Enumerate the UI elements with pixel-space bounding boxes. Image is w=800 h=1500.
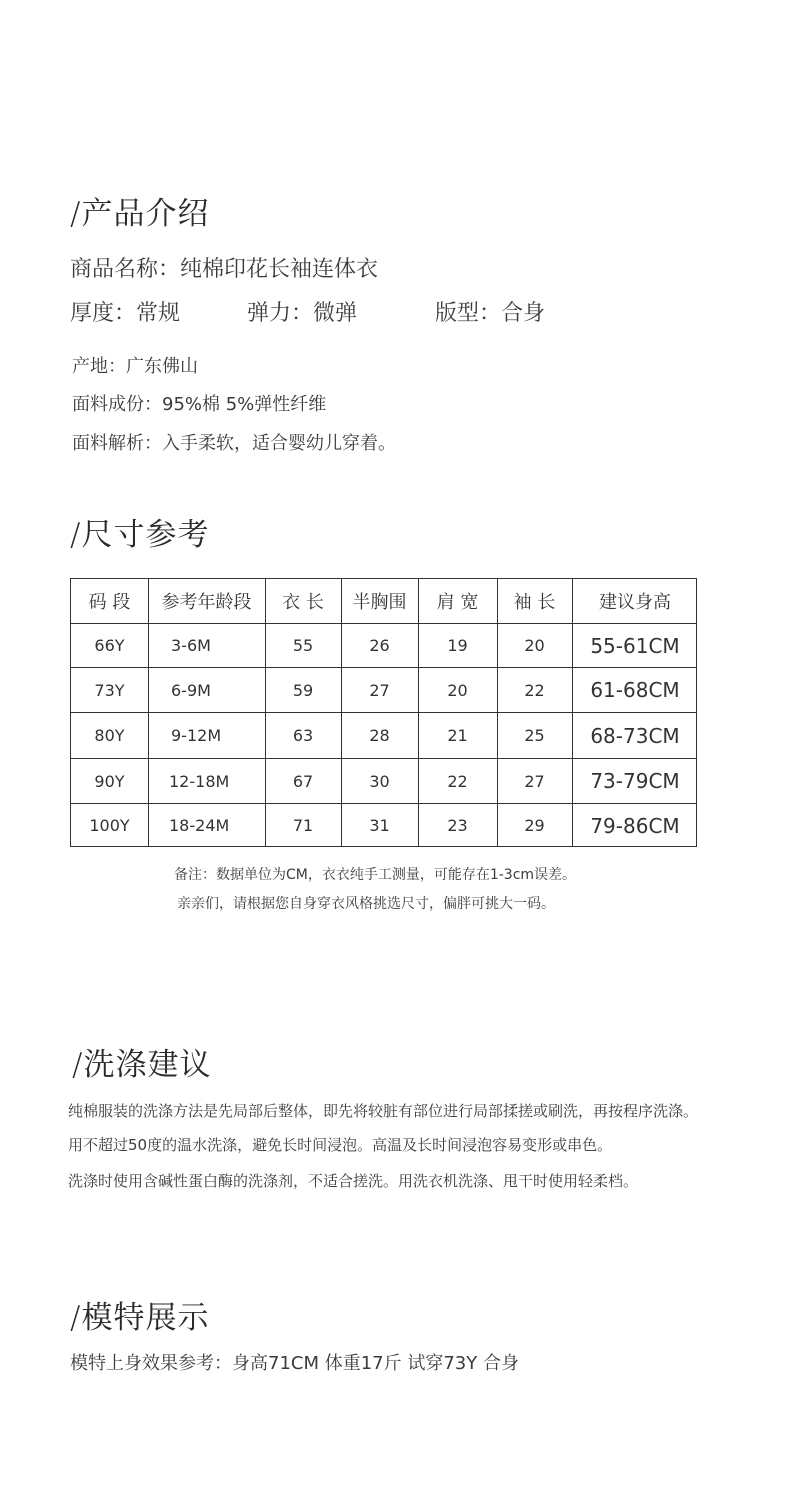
cell-age: 18-24M [169,816,230,835]
size-ref-title: /尺寸参考 [70,517,210,553]
cell-length: 59 [292,680,314,700]
cell-size: 100Y [89,816,130,835]
cell-shoulder: 20 [447,680,468,700]
fabric-desc: 面料解析：入手柔软，适合婴幼儿穿着。 [72,433,396,454]
cell-length: 55 [292,636,314,655]
washing-line-1: 纯棉服装的洗涤方法是先局部后整体，即先将较脏有部位进行局部揉搓或刷洗，再按程序洗涤。 [68,1102,699,1120]
cell-size: 80Y [94,726,125,745]
table-row [71,624,696,667]
washing-line-2: 用不超过50度的温水洗涤，避免长时间浸泡。高温及长时间浸泡容易变形或串色。 [68,1136,613,1154]
table-row [71,668,696,712]
cell-chest: 26 [369,636,390,655]
cell-size: 90Y [94,771,125,791]
header-cell-shoulder: 肩 宽 [436,592,479,613]
cell-age: 3-6M [171,636,211,655]
origin: 产地：广东佛山 [72,356,198,377]
product-name: 商品名称：纯棉印花长袖连体衣 [70,257,379,282]
header-cell-sleeve: 袖 长 [513,592,556,613]
table-row [71,713,696,758]
cell-length: 67 [292,771,314,791]
size-note-2: 亲亲们，请根据您自身穿衣风格挑选尺寸，偏胖可挑大一码。 [177,896,555,912]
cell-chest: 27 [369,680,390,700]
washing-title: /洗涤建议 [72,1047,212,1083]
cell-length: 71 [292,816,314,835]
model-desc: 模特上身效果参考：身高71CM 体重17斤 试穿73Y 合身 [70,1353,519,1374]
header-cell-length: 衣 长 [282,592,324,613]
cell-chest: 31 [369,816,390,835]
fabric: 面料成份：95%棉 5%弹性纤维 [72,394,327,415]
header-cell-height: 建议身高 [599,592,671,613]
cell-size: 66Y [94,636,125,655]
cell-age: 12-18M [169,771,230,791]
cell-shoulder: 21 [447,726,468,745]
cell-shoulder: 19 [447,636,468,655]
table-row [71,804,696,847]
header-cell-age: 参考年龄段 [161,592,252,613]
size-note-1: 备注：数据单位为CM，衣衣纯手工测量，可能存在1-3cm误差。 [174,867,577,883]
cell-height: 55-61CM [590,633,680,658]
header-cell-chest: 半胸围 [352,592,407,613]
cell-shoulder: 22 [447,771,468,791]
cell-chest: 30 [369,771,390,791]
cell-sleeve: 27 [524,771,545,791]
cell-sleeve: 29 [524,816,545,835]
product-intro-title: /产品介绍 [70,196,210,232]
model-title: /模特展示 [70,1300,210,1336]
cell-chest: 28 [369,726,390,745]
fit: 版型：合身 [435,301,546,326]
cell-age: 6-9M [171,680,211,700]
cell-sleeve: 20 [524,636,545,655]
header-cell-size: 码 段 [88,592,131,613]
cell-size: 73Y [94,680,125,700]
cell-sleeve: 22 [524,680,545,700]
size-table [70,578,697,847]
washing-line-3: 洗涤时使用含碱性蛋白酶的洗涤剂，不适合搓洗。用洗衣机洗涤、甩干时使用轻柔档。 [68,1172,639,1190]
cell-shoulder: 23 [447,816,468,835]
thickness: 厚度：常规 [70,301,181,326]
table-row [71,759,696,803]
cell-age: 9-12M [171,726,222,745]
cell-height: 61-68CM [590,678,680,702]
cell-height: 79-86CM [590,813,680,838]
cell-sleeve: 25 [524,726,545,745]
cell-height: 73-79CM [590,769,680,793]
table-header-row [71,579,696,623]
elasticity: 弹力：微弹 [247,301,358,326]
cell-length: 63 [292,726,314,745]
cell-height: 68-73CM [590,723,680,748]
